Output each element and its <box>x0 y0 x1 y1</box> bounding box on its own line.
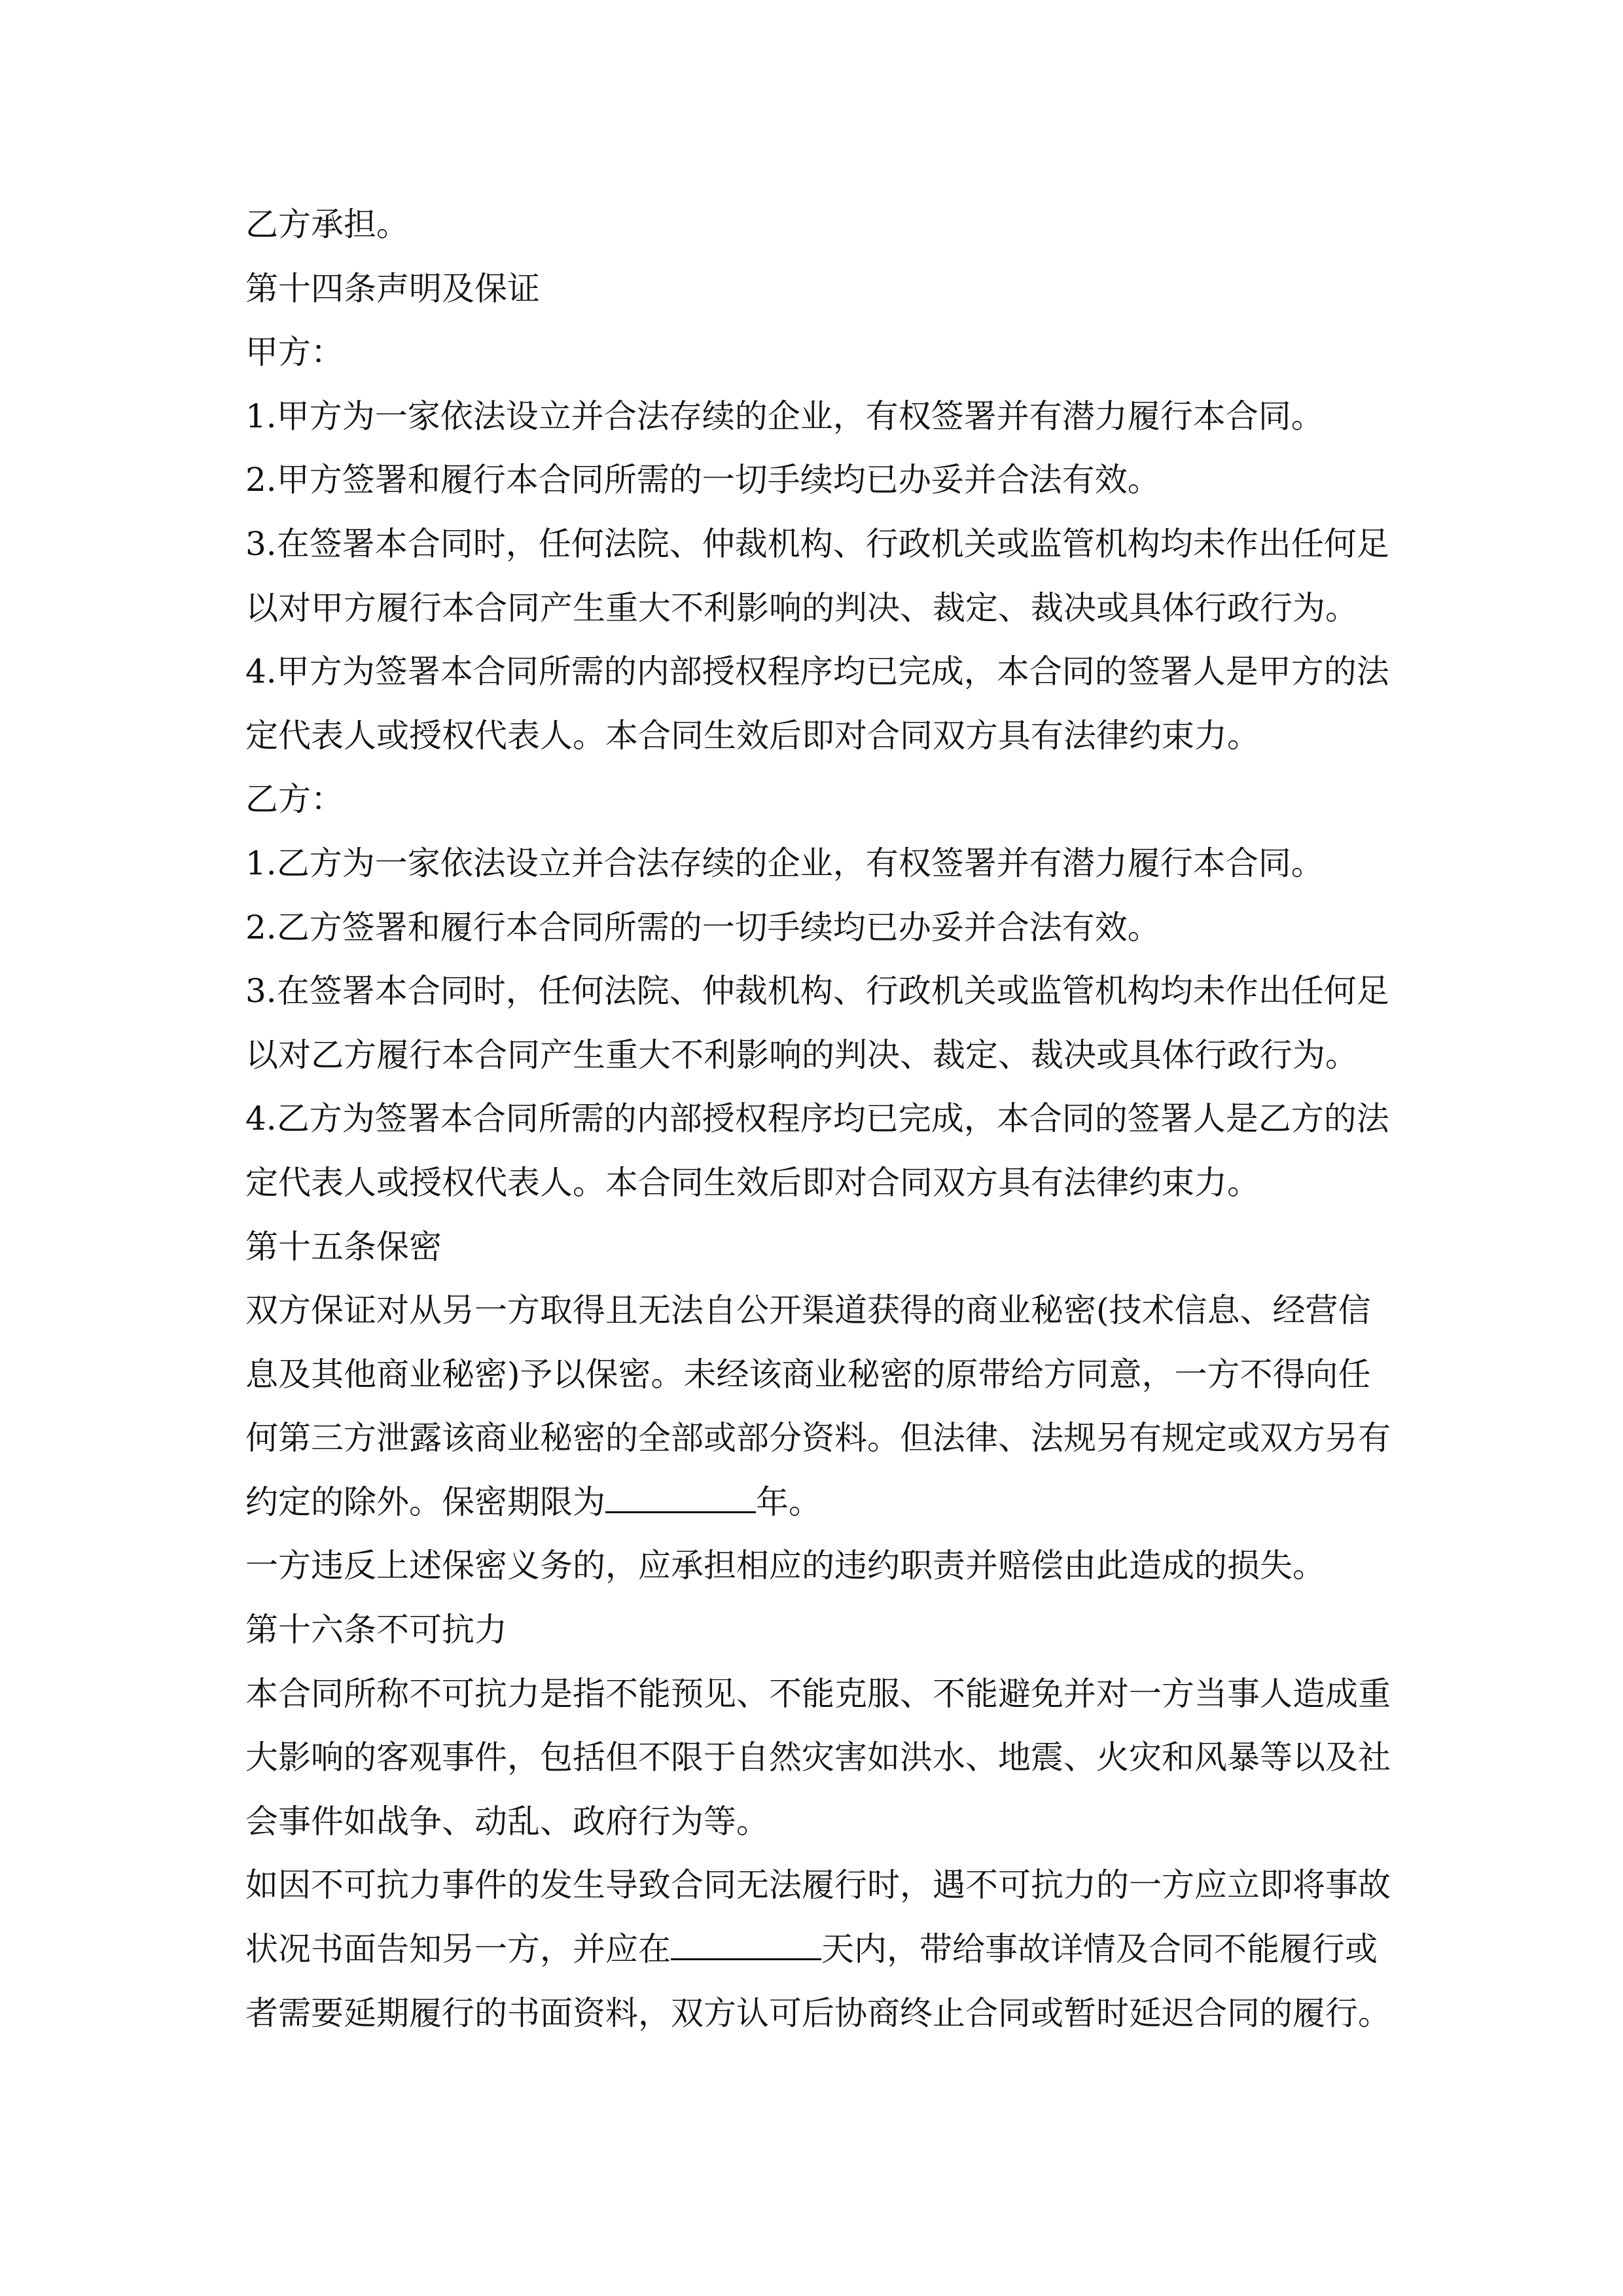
text-line: 3.在签署本合同时，任何法院、仲裁机构、行政机关或监管机构均未作出任何足 <box>245 972 1389 1011</box>
contract-text-body <box>245 193 1417 2045</box>
text-fragment: 约定的除外。保密期限为 <box>245 1482 605 1521</box>
text-line: 息及其他商业秘密)予以保密。未经该商业秘密的原带给方同意，一方不得向任 <box>245 1355 1371 1393</box>
confidentiality-term-line <box>245 1471 1417 1535</box>
text-line: 以对甲方履行本合同产生重大不利影响的判决、裁定、裁决或具体行政行为。 <box>245 588 1358 627</box>
notice-period-line <box>245 1918 1417 1982</box>
text-line: 一方违反上述保密义务的，应承担相应的违约职责并赔偿由此造成的损失。 <box>245 1547 1325 1585</box>
text-line: 1.甲方为一家依法设立并合法存续的企业，有权签署并有潜力履行本合同。 <box>245 397 1324 435</box>
text-line: 乙方承担。 <box>245 206 409 243</box>
text-line: 3.在签署本合同时，任何法院、仲裁机构、行政机关或监管机构均未作出任何足 <box>245 524 1389 563</box>
text-fragment: 年。 <box>756 1482 821 1521</box>
text-fragment: 状况书面告知另一方，并应在 <box>245 1930 671 1969</box>
text-fragment: 天内，带给事故详情及合同不能履行或 <box>821 1930 1378 1969</box>
party-b-label: 乙方： <box>245 780 344 819</box>
text-line: 4.甲方为签署本合同所需的内部授权程序均已完成，本合同的签署人是甲方的法 <box>245 653 1389 691</box>
section-heading-16: 第十六条不可抗力 <box>245 1611 507 1649</box>
text-line: 会事件如战争、动乱、政府行为等。 <box>245 1802 769 1840</box>
text-line: 大影响的客观事件，包括但不限于自然灾害如洪水、地震、火灾和风暴等以及社 <box>245 1738 1391 1777</box>
text-line: 1.乙方为一家依法设立并合法存续的企业，有权签署并有潜力履行本合同。 <box>245 844 1324 882</box>
notice-days-blank[interactable] <box>671 1931 821 1960</box>
confidentiality-years-blank[interactable] <box>605 1484 756 1513</box>
text-line: 定代表人或授权代表人。本合同生效后即对合同双方具有法律约束力。 <box>245 1163 1260 1202</box>
section-heading-15: 第十五条保密 <box>245 1227 442 1266</box>
text-line: 双方保证对从另一方取得且无法自公开渠道获得的商业秘密(技术信息、经营信 <box>245 1291 1371 1330</box>
text-line: 定代表人或授权代表人。本合同生效后即对合同双方具有法律约束力。 <box>245 716 1260 755</box>
text-line: 2.乙方签署和履行本合同所需的一切手续均已办妥并合法有效。 <box>245 908 1160 946</box>
section-heading-14: 第十四条声明及保证 <box>245 269 540 308</box>
text-line: 本合同所称不可抗力是指不能预见、不能克服、不能避免并对一方当事人造成重 <box>245 1674 1391 1713</box>
text-line: 2.甲方签署和履行本合同所需的一切手续均已办妥并合法有效。 <box>245 461 1160 499</box>
text-line: 以对乙方履行本合同产生重大不利影响的判决、裁定、裁决或具体行政行为。 <box>245 1035 1358 1074</box>
text-line: 者需要延期履行的书面资料，双方认可后协商终止合同或暂时延迟合同的履行。 <box>245 1994 1391 2032</box>
text-line: 4.乙方为签署本合同所需的内部授权程序均已完成，本合同的签署人是乙方的法 <box>245 1100 1389 1138</box>
text-line: 何第三方泄露该商业秘密的全部或部分资料。但法律、法规另有规定或双方另有 <box>245 1419 1391 1458</box>
party-a-label: 甲方： <box>245 333 344 372</box>
text-line: 如因不可抗力事件的发生导致合同无法履行时，遇不可抗力的一方应立即将事故 <box>245 1866 1391 1905</box>
